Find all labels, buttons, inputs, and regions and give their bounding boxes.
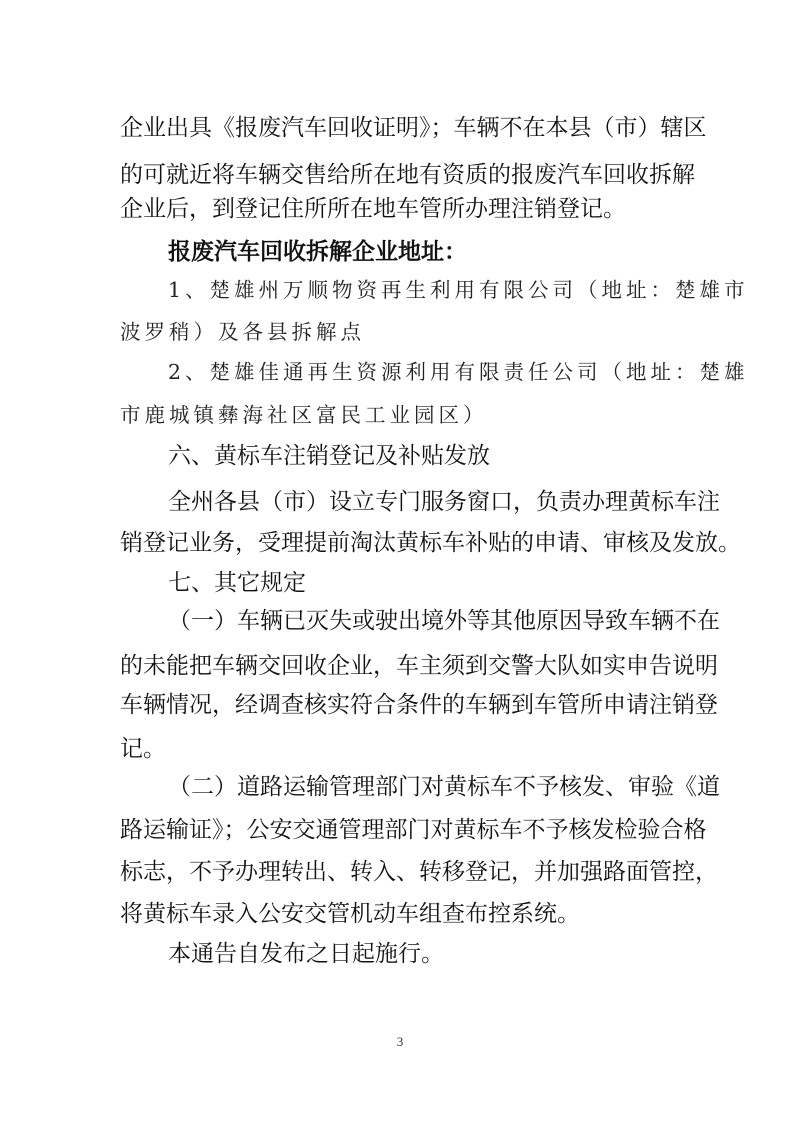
address-line-3: 2、楚雄佳通再生资源利用有限责任公司（地址：楚雄	[168, 360, 749, 384]
page-number: 3	[396, 1034, 404, 1049]
body-line-5: 销登记业务，受理提前淘汰黄标车补贴的申请、审核及发放。	[120, 530, 741, 556]
body-line-13: 将黄标车录入公安交管机动车组查布控系统。	[120, 901, 580, 927]
body-line-9: 记。	[120, 736, 166, 762]
body-line-3: 企业后，到登记住所所在地车管所办理注销登记。	[120, 196, 626, 222]
body-line-2: 的可就近将车辆交售给所在地有资质的报废汽车回收拆解	[120, 162, 695, 188]
body-line-11: 路运输证》；公安交通管理部门对黄标车不予核发检验合格	[120, 817, 707, 843]
body-line-7: 的未能把车辆交回收企业，车主须到交警大队如实申告说明	[120, 653, 718, 679]
section-heading-addresses: 报废汽车回收拆解企业地址：	[168, 239, 467, 265]
body-line-14: 本通告自发布之日起施行。	[168, 941, 444, 967]
address-line-1: 1、楚雄州万顺物资再生利用有限公司（地址：楚雄市	[168, 278, 749, 302]
body-line-8: 车辆情况，经调查核实符合条件的车辆到车管所申请注销登	[120, 692, 718, 718]
body-line-12: 标志，不予办理转出、转入、转移登记，并加强路面管控，	[120, 859, 718, 885]
section-heading-seven: 七、其它规定	[168, 570, 306, 596]
section-heading-six: 六、黄标车注销登记及补贴发放	[168, 443, 490, 469]
body-line-6: （一）车辆已灭失或驶出境外等其他原因导致车辆不在	[168, 608, 720, 634]
body-line-10: （二）道路运输管理部门对黄标车不予核发、审验《道	[168, 774, 720, 800]
body-line-1: 企业出具《报废汽车回收证明》；车辆不在本县（市）辖区	[120, 115, 707, 141]
address-line-4: 市鹿城镇彝海社区富民工业园区）	[120, 403, 488, 427]
address-line-2: 波罗稍）及各县拆解点	[120, 320, 365, 344]
body-line-4: 全州各县（市）设立专门服务窗口，负责办理黄标车注	[168, 489, 720, 515]
